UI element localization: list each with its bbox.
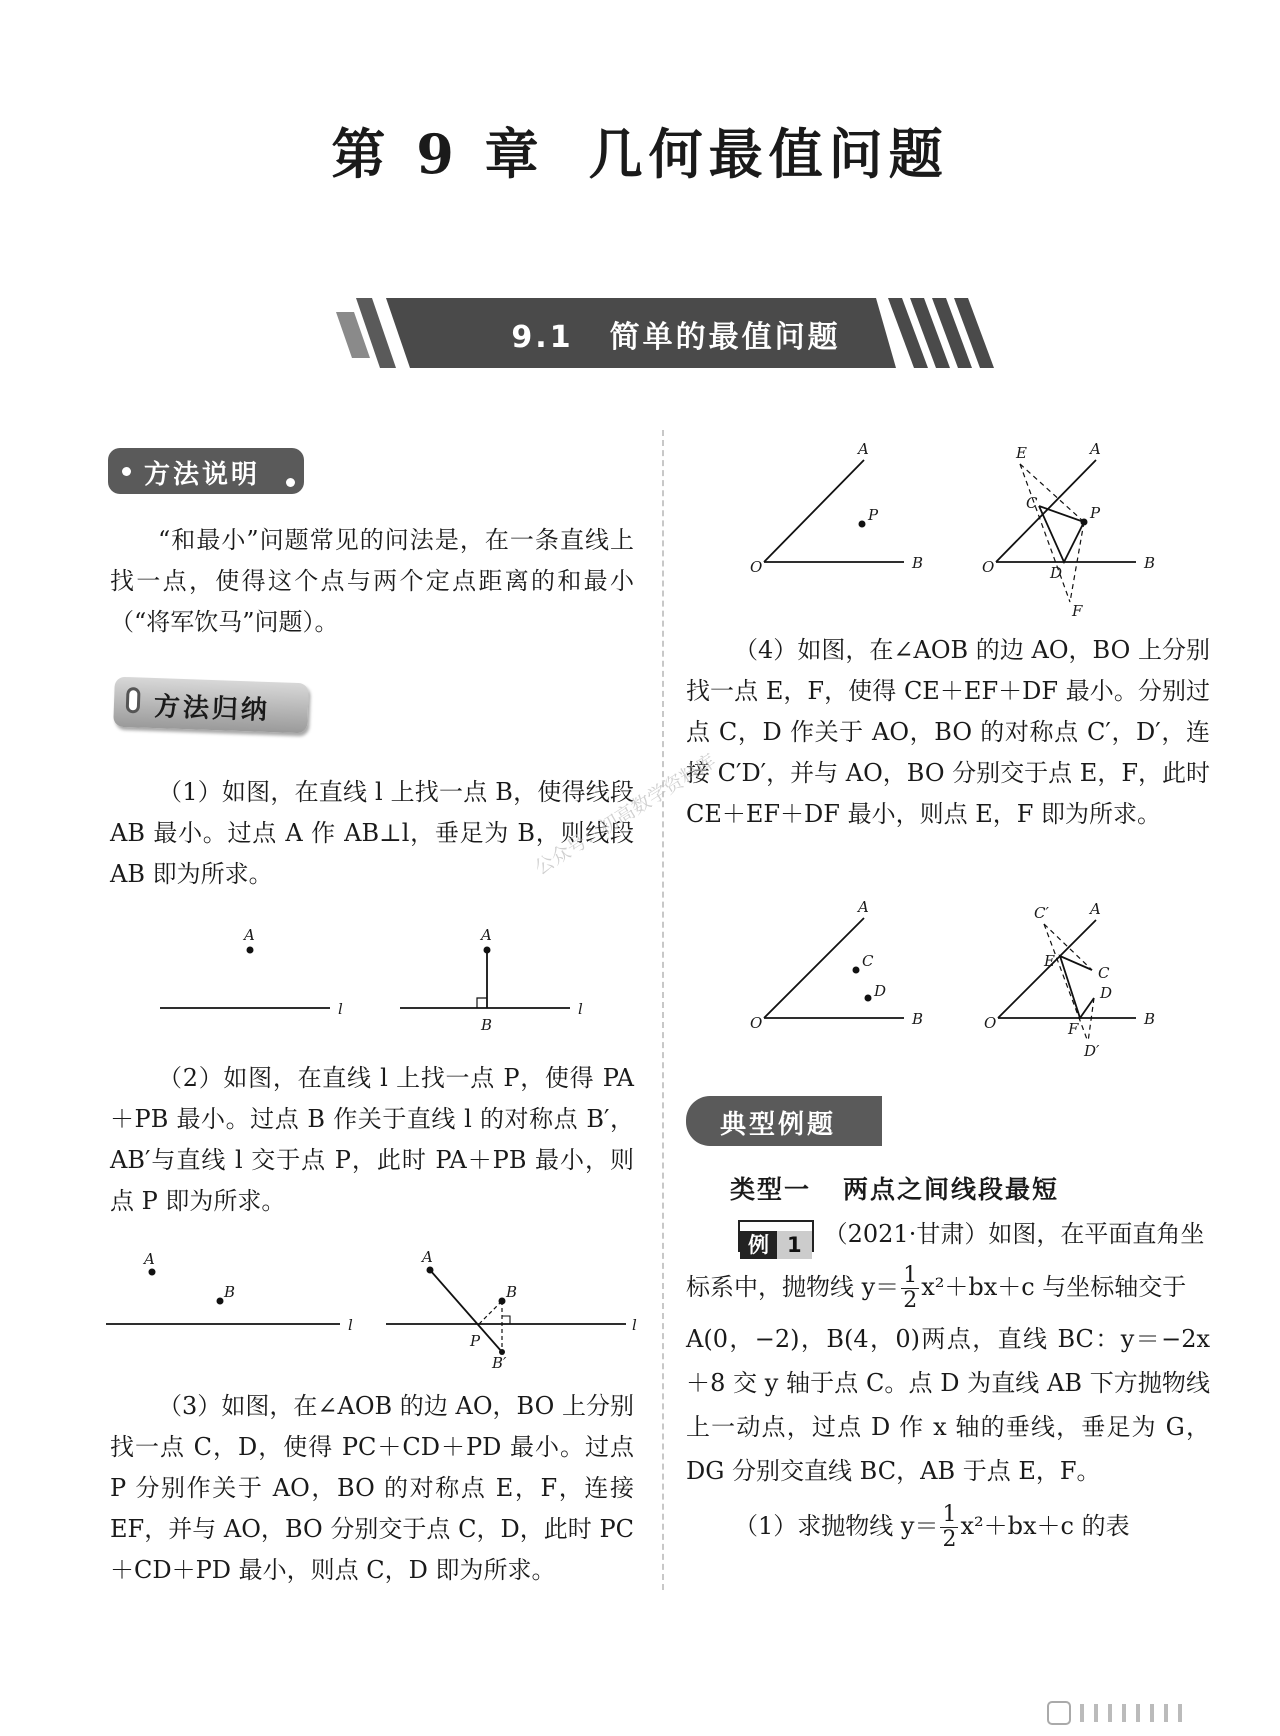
- chapter-name: 几何最值问题: [588, 122, 949, 186]
- label-b: B: [912, 554, 924, 572]
- example-badge-label: 例: [740, 1231, 777, 1259]
- label-f: F: [1072, 602, 1083, 620]
- label-c-2: C: [1098, 964, 1110, 982]
- label-e: E: [1044, 952, 1055, 970]
- label-b-2: B: [506, 1283, 518, 1301]
- label-l: l: [348, 1316, 353, 1334]
- label-a-2: A: [481, 926, 492, 944]
- bottom-toolbar-icon: [1046, 1700, 1256, 1726]
- label-e: E: [1016, 444, 1027, 462]
- dashed-ep: [1020, 464, 1084, 522]
- example-1-line-3: A(0，−2)，B(4，0)两点，直线 BC：y＝−2x＋8 交 y 轴于点 C。点 D 为直线 AB 下方抛物线上一动点，过点 D 作 x 轴的垂线，垂足为 G，DG 分别交直线 BC，AB 于点 E，F。: [686, 1325, 1210, 1485]
- type-label: 类型一: [730, 1175, 812, 1204]
- section-number: 9.1: [511, 320, 574, 355]
- example-1-line-1: [686, 1212, 1210, 1256]
- label-o: O: [750, 558, 763, 576]
- label-l-2: l: [578, 1000, 583, 1018]
- label-a: A: [244, 926, 255, 944]
- label-c-prime: C′: [1034, 904, 1049, 922]
- label-b-2: B: [1144, 1010, 1156, 1028]
- dashed-cpdp: [1044, 924, 1088, 1042]
- section-title: 简单的最值问题: [609, 320, 841, 355]
- method-4-paragraph: （4）如图，在∠AOB 的边 AO，BO 上分别找一点 E，F，使得 CE＋EF＋DF 最小。分别过点 C，D 作关于 AO，BO 的对称点 C′，D′，连接 C′D′，并与 AO，BO 分别交于点 E，F，此时 CE＋EF＋DF 最小，则点 E，F 即为所求。: [686, 636, 1210, 828]
- chapter-title: [0, 112, 1280, 189]
- point-a: [247, 947, 254, 954]
- type-heading: [730, 1170, 1059, 1206]
- example-text-1: （2021·甘肃）如图，在平面直角坐: [823, 1220, 1205, 1248]
- fraction-denominator: 2: [903, 1288, 918, 1313]
- point-b: [217, 1298, 224, 1305]
- tag-method-summary: [113, 677, 309, 734]
- watermark: 公众号：初高数学资料库: [530, 750, 720, 880]
- label-d: D: [874, 982, 887, 1000]
- method-1-paragraph: （1）如图，在直线 l 上找一点 B，使得线段 AB 最小。过点 A 作 AB⊥l，垂足为 B，则线段 AB 即为所求。: [110, 778, 634, 888]
- label-p: P: [470, 1332, 481, 1350]
- example-1-block: [686, 1212, 1210, 1552]
- label-b-2: B: [1144, 554, 1156, 572]
- label-d-2: D: [1100, 984, 1113, 1002]
- label-a: A: [858, 440, 869, 458]
- point-p-2: [1081, 519, 1088, 526]
- label-a: A: [858, 898, 869, 916]
- label-c: C: [1026, 494, 1038, 512]
- question-text-a: （1）求抛物线 y＝: [734, 1512, 939, 1540]
- example-text-2a: 标系中，抛物线 y＝: [686, 1273, 900, 1301]
- example-badge-number: 1: [777, 1231, 812, 1259]
- dashed-pb: [479, 1301, 502, 1324]
- dot-icon: [286, 478, 295, 487]
- dot-icon: [122, 467, 131, 476]
- method-3-paragraph: （3）如图，在∠AOB 的边 AO，BO 上分别找一点 C，D，使得 PC＋CD＋PD 最小。过点 P 分别作关于 AO，BO 的对称点 E，F，连接 EF，并与 AO，BO 分别交于点 C，D，此时 PC＋CD＋PD 最小，则点 C，D 即为所求。: [110, 1392, 634, 1584]
- example-1-line-2: [686, 1264, 1210, 1313]
- example-1-question-1: [686, 1503, 1210, 1552]
- example-badge: [738, 1220, 814, 1257]
- figure-1: [150, 920, 590, 1040]
- right-angle-mark: [502, 1316, 510, 1324]
- point-a-2: [484, 947, 491, 954]
- point-a: [149, 1269, 156, 1276]
- label-f: F: [1068, 1020, 1079, 1038]
- label-d: D: [1050, 564, 1063, 582]
- label-d-prime: D′: [1084, 1042, 1100, 1060]
- point-c: [853, 967, 860, 974]
- right-angle-mark: [477, 998, 487, 1008]
- section-banner: [336, 298, 1016, 368]
- label-l-2: l: [632, 1316, 637, 1334]
- label-p: P: [868, 506, 879, 524]
- label-o-2: O: [982, 558, 995, 576]
- tag-examples-label: 典型例题: [720, 1110, 837, 1140]
- question-text-b: x²＋bx＋c 的表: [960, 1512, 1130, 1540]
- label-b: B: [912, 1010, 924, 1028]
- path-cefd: [1060, 956, 1094, 1018]
- label-l: l: [338, 1000, 343, 1018]
- type-title: 两点之间线段最短: [843, 1175, 1060, 1204]
- label-c: C: [862, 952, 874, 970]
- tag-method-desc-label: 方法说明: [144, 460, 261, 490]
- method-2-paragraph: （2）如图，在直线 l 上找一点 P，使得 PA＋PB 最小。过点 B 作关于直线 l 的对称点 B′，AB′与直线 l 交于点 P，此时 PA＋PB 最小，则点 P 即为所求。: [110, 1064, 634, 1215]
- figure-4: [744, 896, 1164, 1066]
- ray-oa: [764, 918, 864, 1018]
- tag-examples: [686, 1096, 882, 1146]
- fraction-numerator-2: 1: [942, 1502, 957, 1527]
- label-a: A: [144, 1250, 155, 1268]
- intro-paragraph: “和最小”问题常见的问法是，在一条直线上找一点，使得这个点与两个定点距离的和最小（“将军饮马”问题）。: [110, 526, 634, 636]
- figure-3: [744, 440, 1164, 620]
- label-o-2: O: [984, 1014, 997, 1032]
- label-b: B: [224, 1283, 236, 1301]
- chapter-number: 第 9 章: [331, 122, 545, 186]
- fraction-half-2: [940, 1503, 958, 1552]
- tag-hole-icon: [126, 687, 141, 713]
- label-a-2: A: [422, 1248, 433, 1266]
- label-b-prime: B′: [492, 1354, 507, 1372]
- example-text-2b: x²＋bx＋c 与坐标轴交于: [921, 1273, 1187, 1301]
- ray-oa-2: [996, 460, 1096, 562]
- label-a-2: A: [1090, 440, 1101, 458]
- column-divider: [662, 430, 664, 1590]
- point-p: [859, 521, 866, 528]
- tag-method-summary-label: 方法归纳: [153, 692, 271, 727]
- label-o: O: [750, 1014, 763, 1032]
- figure-2: [104, 1242, 644, 1372]
- label-p-2: P: [1090, 504, 1101, 522]
- fraction-denominator-2: 2: [942, 1527, 957, 1552]
- label-b: B: [481, 1016, 493, 1034]
- ray-oa: [764, 460, 864, 562]
- label-a-2: A: [1090, 900, 1101, 918]
- point-d: [865, 995, 872, 1002]
- tag-method-desc: [108, 448, 304, 494]
- fraction-numerator: 1: [903, 1263, 918, 1288]
- fraction-half: [901, 1264, 919, 1313]
- dashed-ef: [1020, 464, 1070, 602]
